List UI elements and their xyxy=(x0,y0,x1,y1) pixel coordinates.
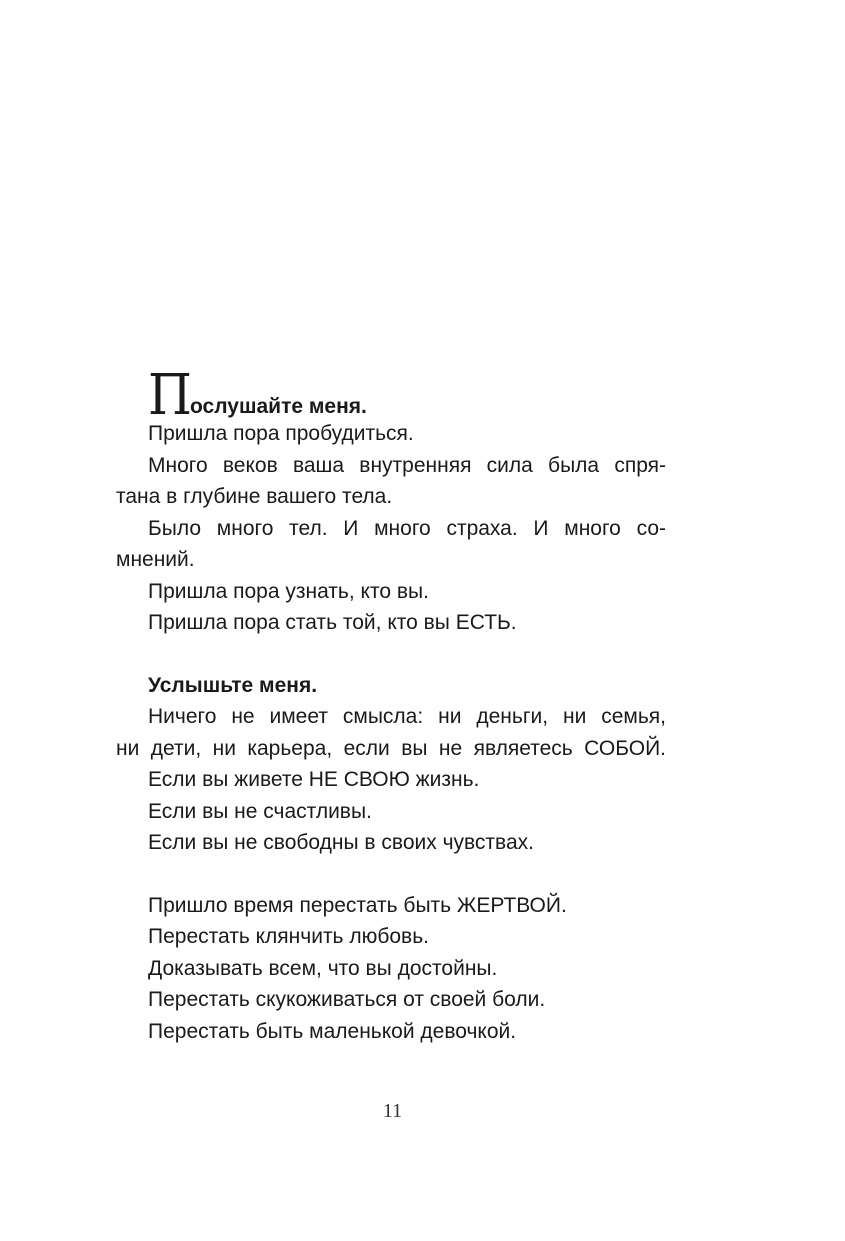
paragraph-line: мнений. xyxy=(116,548,195,571)
section-1-heading-text: ослушайте меня. xyxy=(190,395,367,418)
paragraph-line: Много веков ваша внутренняя сила была спря- xyxy=(148,453,666,477)
paragraph-line: ни дети, ни карьера, если вы не являетесь СОБОЙ. xyxy=(116,736,666,760)
section-gap xyxy=(116,859,666,890)
drop-cap: П xyxy=(148,363,192,428)
paragraph-line: тана в глубине вашего тела. xyxy=(116,485,393,508)
page-number: 11 xyxy=(382,1100,403,1122)
paragraph: Пришла пора стать той, кто вы ЕСТЬ. xyxy=(148,611,517,634)
paragraph-line: Ничего не имеет смысла: ни деньги, ни семья, xyxy=(148,705,666,728)
paragraph: Перестать быть маленькой девочкой. xyxy=(148,1019,517,1043)
section-1-heading xyxy=(116,363,666,428)
section-2-heading: Услышьте меня. xyxy=(148,673,318,697)
page-body xyxy=(116,363,666,1047)
paragraph: Доказывать всем, что вы достойны. xyxy=(148,956,498,980)
paragraph: Пришла пора пробудиться. xyxy=(148,422,414,445)
paragraph-line: Было много тел. И много страха. И много со- xyxy=(148,516,666,540)
section-gap xyxy=(116,639,666,670)
paragraph: Перестать скукоживаться от своей боли. xyxy=(148,988,546,1011)
paragraph: Если вы не свободны в своих чувствах. xyxy=(148,831,534,854)
paragraph: Пришла пора узнать, кто вы. xyxy=(148,579,429,603)
paragraph: Пришло время перестать быть ЖЕРТВОЙ. xyxy=(148,893,567,917)
paragraph: Если вы не счастливы. xyxy=(148,799,372,823)
paragraph: Перестать клянчить любовь. xyxy=(148,925,429,948)
paragraph: Если вы живете НЕ СВОЮ жизнь. xyxy=(148,768,480,791)
